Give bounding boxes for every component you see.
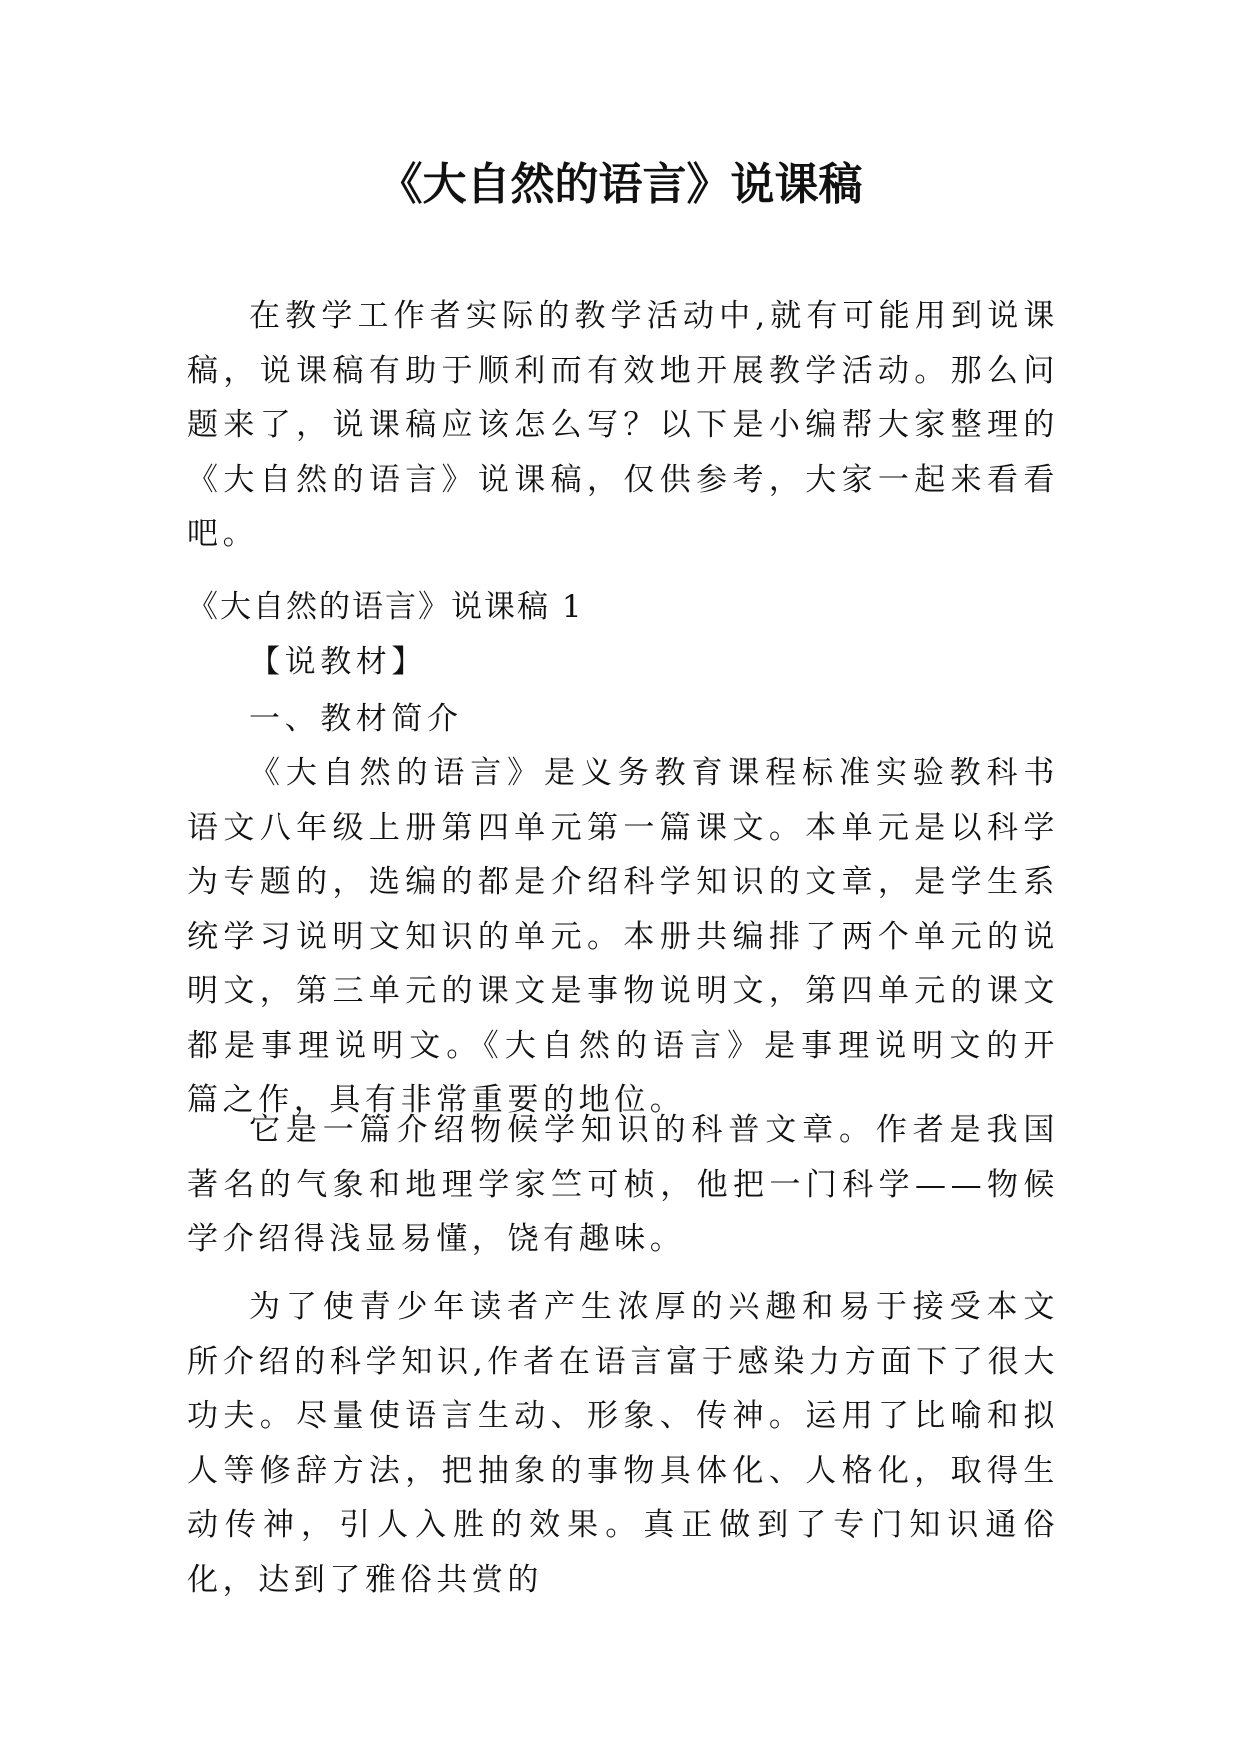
body-paragraph: 《大自然的语言》是义务教育课程标准实验教科书语文八年级上册第四单元第一篇课文。本单元是以科学为专题的，选编的都是介绍科学知识的文章，是学生系统学习说明文知识的单元。本册共编排了两个单元的说明文，第三单元的课文是事物说明文，第四单元的课文都是事理说明文。《大自然的语言》是事理说明文的开篇之作，具有非常重要的地位。 [187,755,1059,1118]
heading-textbook: 【说教材】 [249,644,427,680]
body-paragraph: 它是一篇介绍物候学知识的科普文章。作者是我国著名的气象和地理学家竺可桢，他把一门科学——物候学介绍得浅显易懂，饶有趣味。 [187,1112,1059,1257]
section-title: 《大自然的语言》说课稿 1 [187,589,584,625]
heading-textbook-intro: 一、教材简介 [249,701,463,737]
document-title: 《大自然的语言》说课稿 [378,159,863,210]
intro-paragraph: 在教学工作者实际的教学活动中,就有可能用到说课稿，说课稿有助于顺利而有效地开展教学活动。那么问题来了，说课稿应该怎么写？以下是小编帮大家整理的《大自然的语言》说课稿，仅供参考，大家一起来看看吧。 [187,298,1059,552]
body-paragraph: 为了使青少年读者产生浓厚的兴趣和易于接受本文所介绍的科学知识,作者在语言富于感染力方面下了很大功夫。尽量使语言生动、形象、传神。运用了比喻和拟人等修辞方法，把抽象的事物具体化、人格化，取得生动传神，引人入胜的效果。真正做到了专门知识通俗化，达到了雅俗共赏的 [187,1289,1059,1598]
